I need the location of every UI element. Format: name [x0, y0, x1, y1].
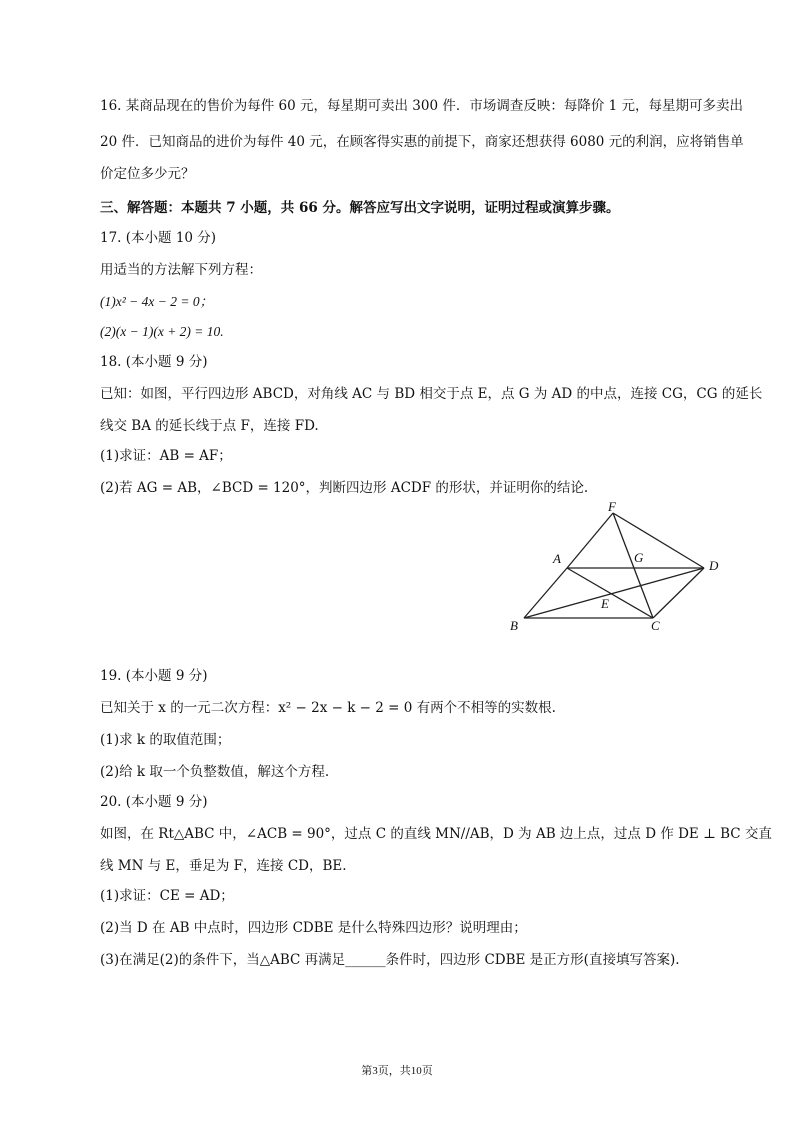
p20-line1: 如图，在 Rt△ABC 中，∠ACB = 90°，过点 C 的直线 MN//AB，D 为 AB 边上点，过点 D 作 DE ⊥ BC 交直: [100, 826, 772, 842]
segment-ab: [524, 568, 567, 618]
p19-line1: 已知关于 x 的一元二次方程：x² − 2x − k − 2 = 0 有两个不相等的实数根.: [100, 700, 556, 716]
p18-q1: (1)求证：AB = AF；: [100, 448, 232, 464]
p16-line3: 价定位多少元？: [100, 166, 195, 182]
label-a: A: [553, 551, 561, 566]
page-footer: 第3页，共10页: [361, 1065, 433, 1077]
segment-af: [567, 513, 613, 568]
p16-line1: 16. 某商品现在的售价为每件 60 元，每星期可卖出 300 件．市场调查反映：每降价 1 元，每星期可多卖出: [100, 98, 744, 114]
p19-q2: (2)给 k 取一个负整数值，解这个方程.: [100, 764, 330, 780]
p19-title: 19. (本小题 9 分): [100, 668, 208, 684]
diagonal-bd: [524, 568, 704, 618]
p20-title: 20. (本小题 9 分): [100, 794, 208, 810]
label-b: B: [510, 618, 518, 633]
section3-heading: 三、解答题：本题共 7 小题，共 66 分。解答应写出文字说明，证明过程或演算步骤。: [100, 200, 620, 216]
p20-line2: 线 MN 与 E，垂足为 F，连接 CD，BE.: [100, 858, 347, 874]
p17-title: 17. (本小题 10 分): [100, 230, 217, 246]
label-e: E: [601, 596, 609, 611]
p18-line1: 已知：如图，平行四边形 ABCD，对角线 AC 与 BD 相交于点 E，点 G 为 AD 的中点，连接 CG，CG 的延长: [100, 386, 763, 402]
p18-line2: 线交 BA 的延长线于点 F，连接 FD.: [100, 418, 319, 434]
p17-q2: (2)(x − 1)(x + 2) = 10.: [100, 324, 224, 339]
label-g: G: [634, 550, 644, 565]
p17-intro: 用适当的方法解下列方程：: [100, 262, 262, 278]
label-c: C: [651, 618, 660, 633]
label-d: D: [709, 558, 719, 573]
p18-title: 18. (本小题 9 分): [100, 354, 208, 370]
p20-q3: (3)在满足(2)的条件下，当△ABC 再满足______条件时，四边形 CDBE 是正方形(直接填写答案).: [100, 952, 680, 968]
p16-line2: 20 件．已知商品的进价为每件 40 元，在顾客得实惠的前提下，商家还想获得 6080 元的利润，应将销售单: [100, 134, 744, 150]
p20-q1: (1)求证：CE = AD；: [100, 888, 234, 904]
label-f: F: [608, 499, 616, 514]
diagonal-ac: [567, 568, 653, 618]
segment-fc: [613, 513, 653, 618]
parallelogram-figure: [500, 496, 740, 646]
p18-q2: (2)若 AG = AB，∠BCD = 120°，判断四边形 ACDF 的形状，并证明你的结论.: [100, 480, 589, 496]
p20-q2: (2)当 D 在 AB 中点时，四边形 CDBE 是什么特殊四边形？说明理由；: [100, 920, 527, 936]
segment-fd: [613, 513, 704, 568]
p19-q1: (1)求 k 的取值范围；: [100, 732, 231, 748]
p17-q1: (1)x² − 4x − 2 = 0；: [100, 294, 214, 309]
